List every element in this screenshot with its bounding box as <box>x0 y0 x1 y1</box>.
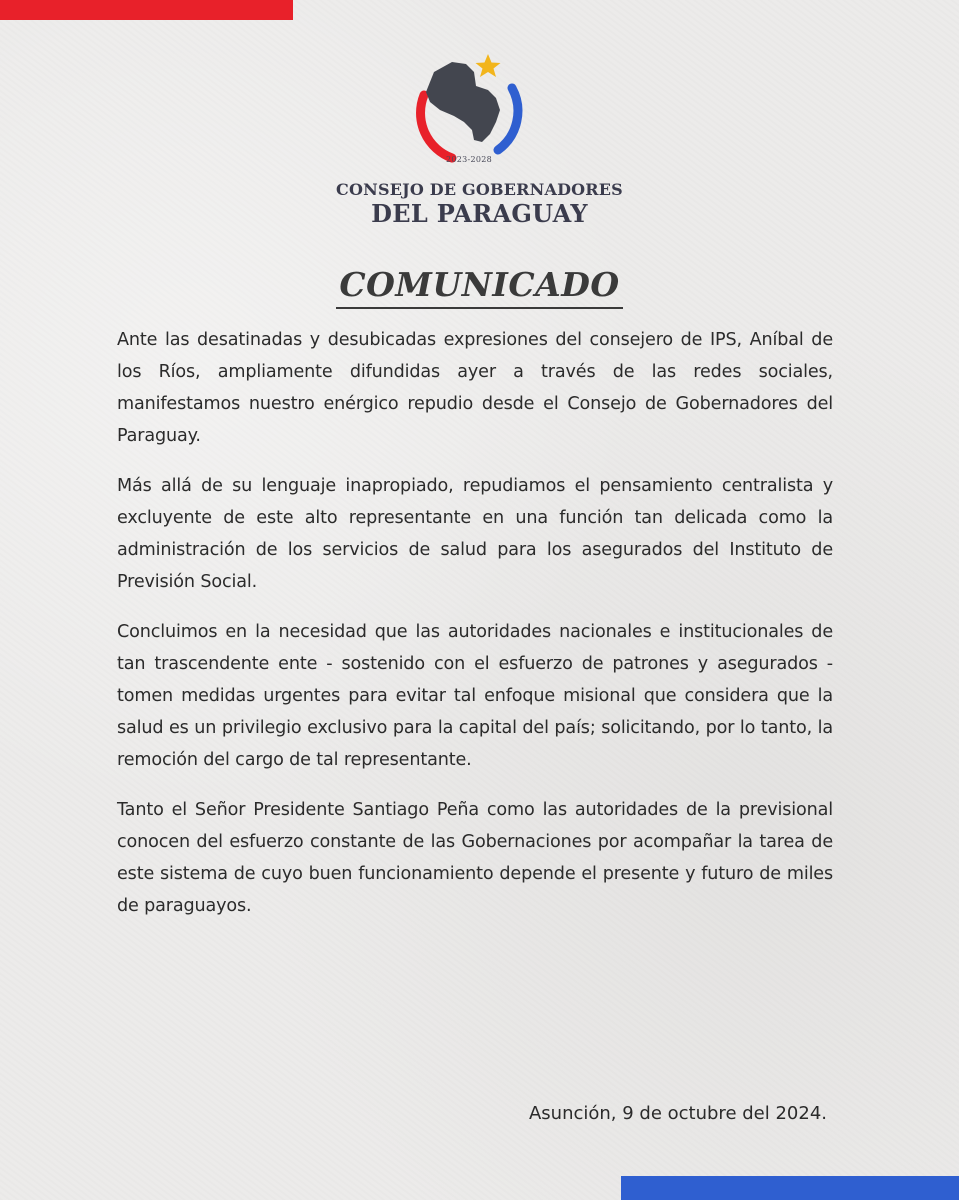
paragraph: Tanto el Señor Presidente Santiago Peña como las autoridades de la previsional conocen del esfuerzo constante de las Gobernaciones por acompañar la tarea de este sistema de cuyo buen funcionamiento depende el presente y futuro de miles de paraguayos. <box>117 800 833 916</box>
document-heading: COMUNICADO <box>336 265 622 309</box>
map-silhouette-icon <box>426 62 500 142</box>
paragraph: Concluimos en la necesidad que las autoridades nacionales e institucionales de tan trascendente ente - sostenido con el esfuerzo de patrones y asegurados - tomen medidas urgentes para evitar tal enfoque misional que considera que la salud es un privilegio exclusivo para la capital del país; solicitando, por lo tanto, la remoción del cargo de tal representante. <box>117 622 833 770</box>
org-name-line1: CONSEJO DE GOBERNADORES <box>336 180 623 199</box>
paragraph: Más allá de su lenguaje inapropiado, repudiamos el pensamiento centralista y excluyente de este alto representante en una función tan delicada como la administración de los servicios de salud para los asegurados del Instituto de Previsión Social. <box>117 476 833 592</box>
org-name-line2: DEL PARAGUAY <box>371 199 588 228</box>
bottom-blue-bar <box>621 1176 959 1200</box>
top-red-bar <box>0 0 293 20</box>
document-body <box>117 324 833 940</box>
paragraph: Ante las desatinadas y desubicadas expresiones del consejero de IPS, Aníbal de los Ríos, ampliamente difundidas ayer a través de las redes sociales, manifestamos nuestro enérgico repudio desde el Consejo de Gobernadores del Paraguay. <box>117 330 833 446</box>
blue-arc-icon <box>498 88 518 150</box>
council-logo <box>404 50 534 175</box>
heading-wrap <box>0 265 959 309</box>
date-signature: Asunción, 9 de octubre del 2024. <box>528 1103 827 1124</box>
logo-years: 2023-2028 <box>445 155 493 164</box>
star-icon <box>476 54 501 77</box>
